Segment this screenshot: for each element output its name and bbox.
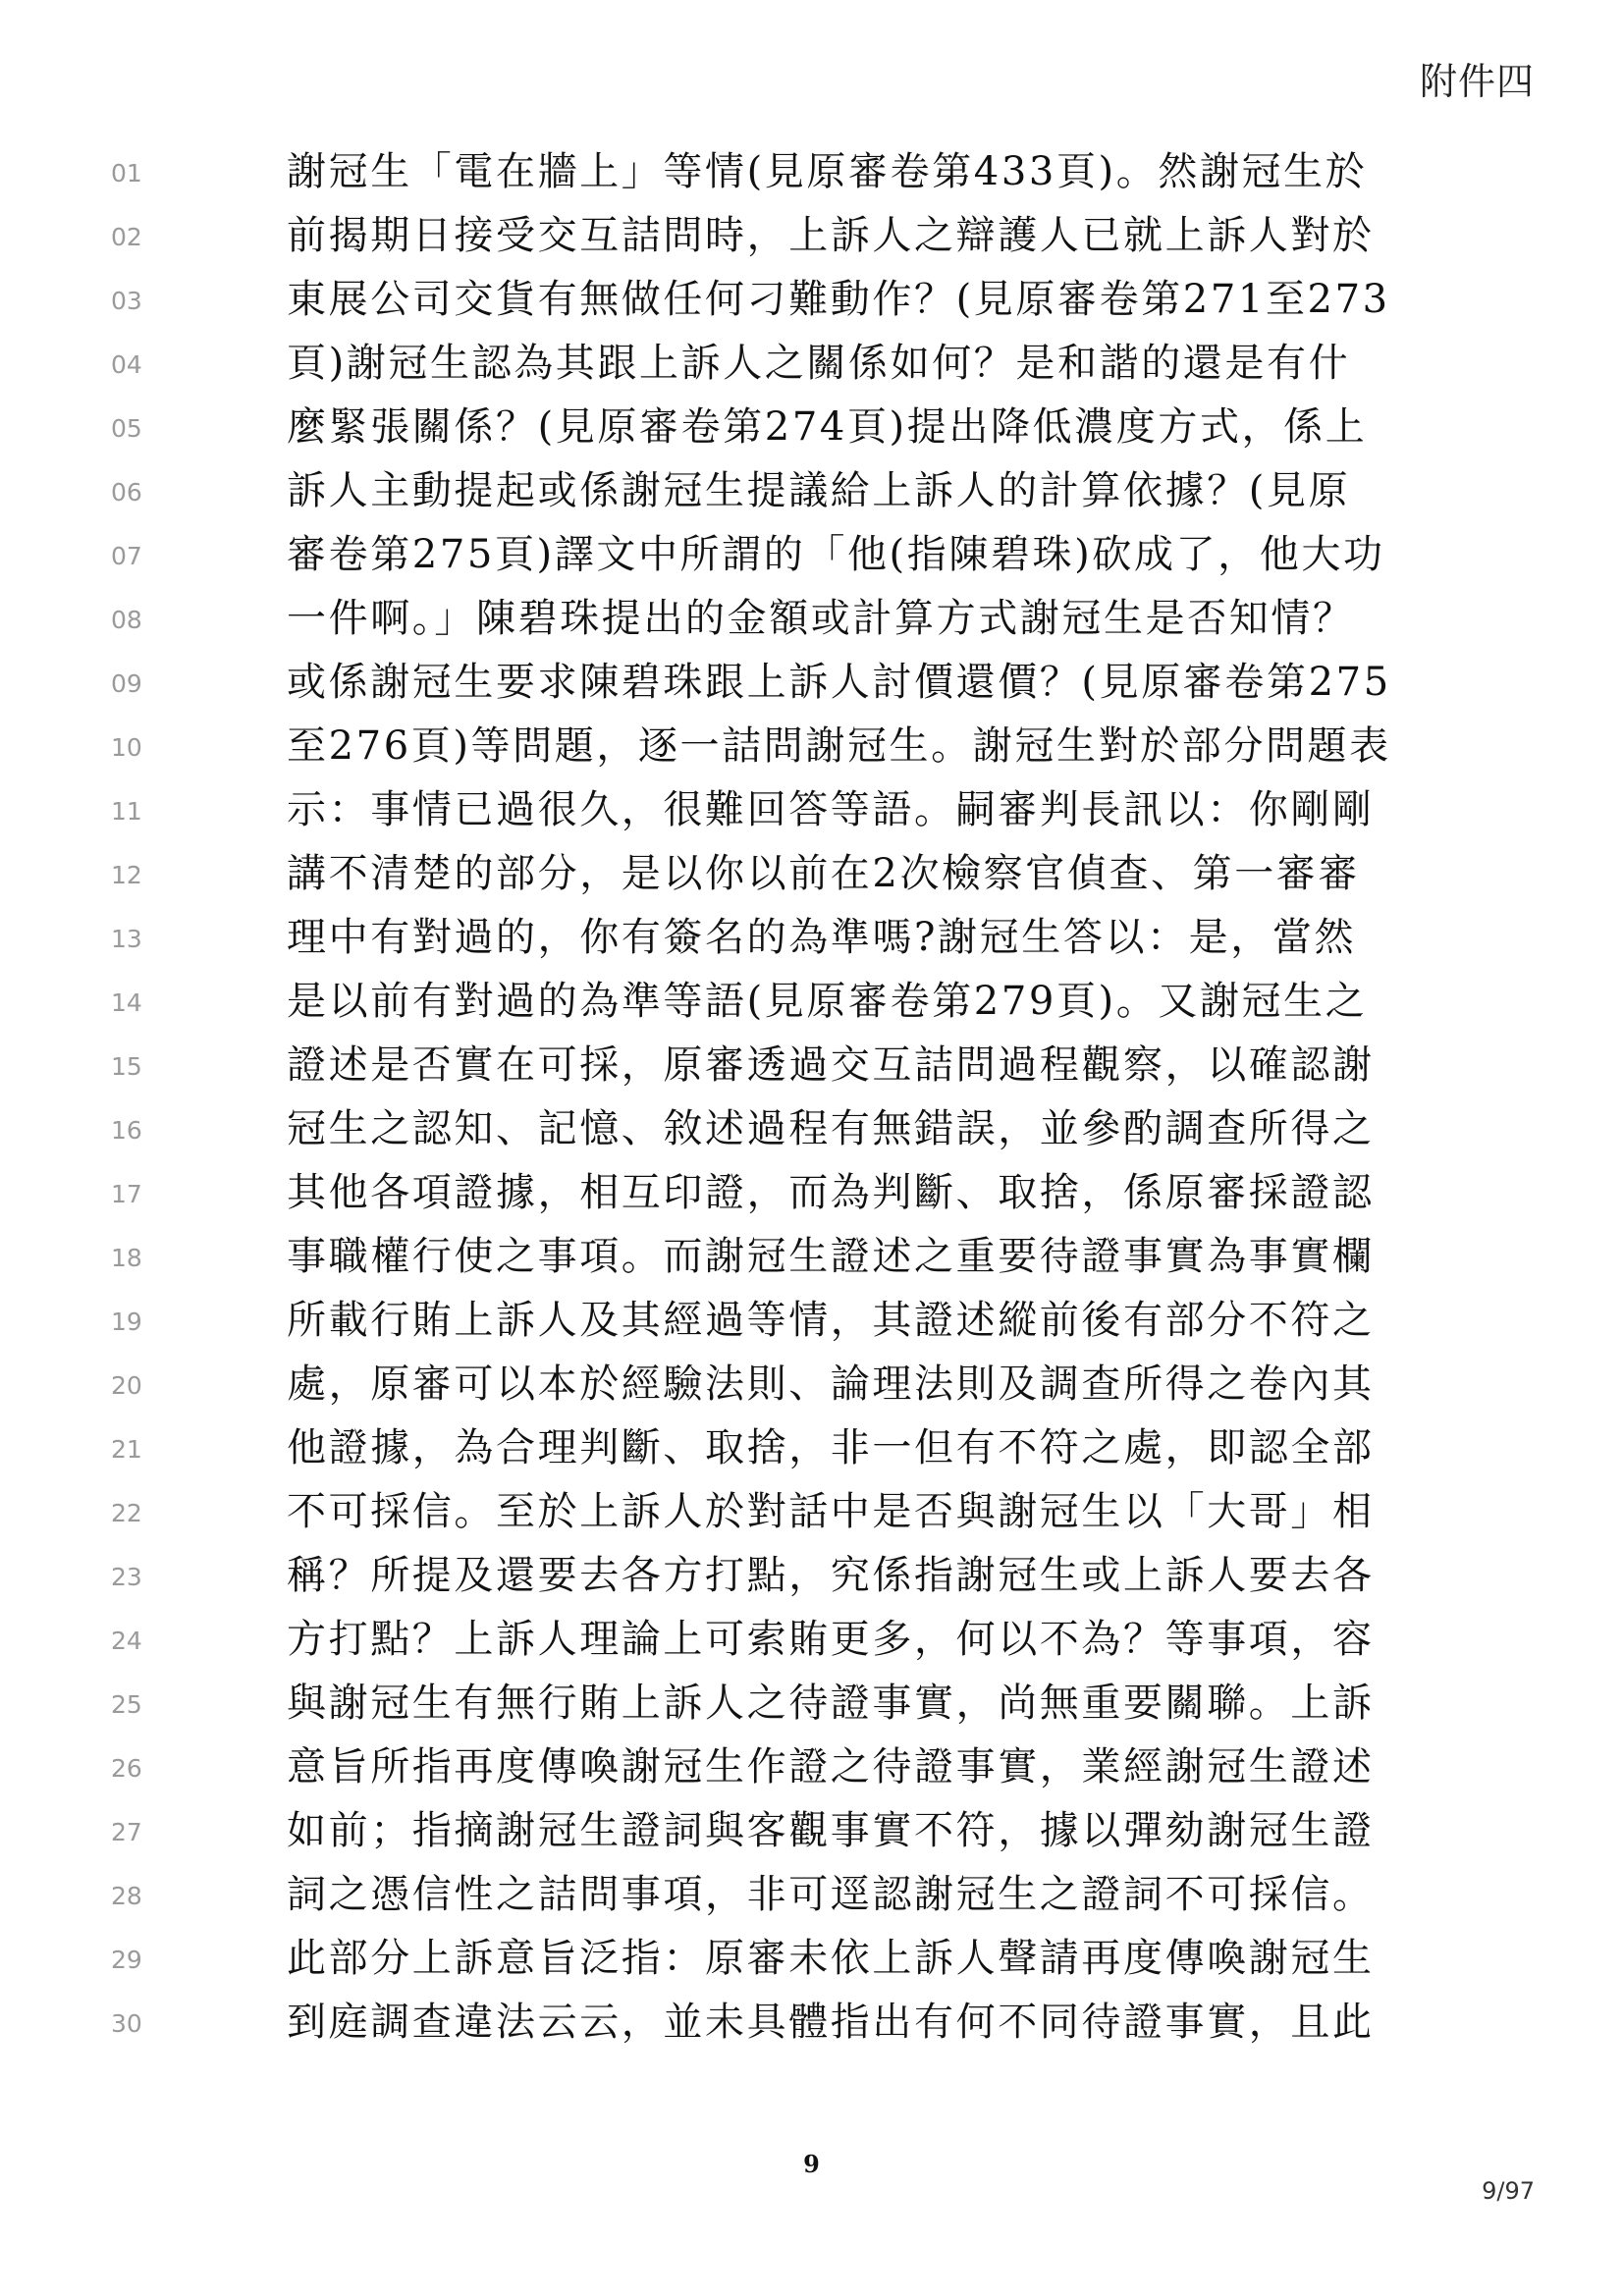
document-line	[0, 1035, 1623, 1098]
document-line	[0, 1162, 1623, 1226]
document-line	[0, 1928, 1623, 1992]
document-line	[0, 1290, 1623, 1354]
line-text: 至276頁)等問題，逐一詰問謝冠生。謝冠生對於部分問題表	[287, 723, 1391, 769]
document-line	[0, 588, 1623, 652]
document-line	[0, 716, 1623, 779]
line-number: 13	[111, 925, 142, 953]
line-text: 示：事情已過很久，很難回答等語。嗣審判長訊以：你剛剛	[287, 787, 1375, 832]
line-number: 10	[111, 733, 142, 762]
line-number: 21	[111, 1435, 142, 1464]
document-line	[0, 524, 1623, 588]
line-text: 頁)謝冠生認為其跟上訴人之關係如何？是和諧的還是有什	[287, 341, 1351, 386]
line-text: 稱？所提及還要去各方打點，究係指謝冠生或上訴人要去各	[287, 1553, 1375, 1598]
document-line	[0, 1609, 1623, 1673]
line-text: 事職權行使之事項。而謝冠生證述之重要待證事實為事實欄	[287, 1234, 1375, 1279]
document-line	[0, 1736, 1623, 1800]
line-number: 29	[111, 1946, 142, 1974]
line-number: 02	[111, 223, 142, 251]
line-text: 審卷第275頁)譯文中所謂的「他(指陳碧珠)砍成了，他大功	[287, 532, 1385, 577]
document-line	[0, 1800, 1623, 1864]
document-line	[0, 1864, 1623, 1928]
line-text: 證述是否實在可採，原審透過交互詰問過程觀察，以確認謝	[287, 1042, 1375, 1088]
line-number: 05	[111, 414, 142, 443]
line-text: 麼緊張關係？(見原審卷第274頁)提出降低濃度方式，係上	[287, 404, 1368, 450]
line-number: 18	[111, 1244, 142, 1272]
line-number: 08	[111, 606, 142, 634]
page-number: 9	[803, 2150, 820, 2178]
line-text: 冠生之認知、記憶、敘述過程有無錯誤，並參酌調查所得之	[287, 1106, 1375, 1151]
page-of-total: 9/97	[1482, 2177, 1535, 2205]
line-text: 其他各項證據，相互印證，而為判斷、取捨，係原審採證認	[287, 1170, 1375, 1215]
line-number: 22	[111, 1499, 142, 1527]
line-text: 訴人主動提起或係謝冠生提議給上訴人的計算依據？(見原	[287, 468, 1351, 513]
line-number: 28	[111, 1882, 142, 1910]
line-text: 詞之憑信性之詰問事項，非可逕認謝冠生之證詞不可採信。	[287, 1872, 1375, 1917]
line-number: 11	[111, 797, 142, 826]
line-number: 25	[111, 1690, 142, 1719]
document-line	[0, 1417, 1623, 1481]
line-text: 如前；指摘謝冠生證詞與客觀事實不符，據以彈劾謝冠生證	[287, 1808, 1375, 1853]
line-text: 此部分上訴意旨泛指：原審未依上訴人聲請再度傳喚謝冠生	[287, 1936, 1375, 1981]
document-line	[0, 1226, 1623, 1290]
line-text: 東展公司交貨有無做任何刁難動作？(見原審卷第271至273	[287, 277, 1390, 322]
line-text: 處，原審可以本於經驗法則、論理法則及調查所得之卷內其	[287, 1362, 1375, 1407]
document-line	[0, 907, 1623, 971]
document-line	[0, 460, 1623, 524]
line-number: 30	[111, 2009, 142, 2038]
line-text: 講不清楚的部分，是以你以前在2次檢察官偵查、第一審審	[287, 851, 1361, 896]
line-text: 謝冠生「電在牆上」等情(見原審卷第433頁)。然謝冠生於	[287, 149, 1368, 194]
line-number: 09	[111, 669, 142, 698]
document-line	[0, 1481, 1623, 1545]
document-line	[0, 141, 1623, 205]
line-text: 前揭期日接受交互詰問時，上訴人之辯護人已就上訴人對於	[287, 213, 1375, 258]
line-number: 03	[111, 287, 142, 315]
line-number: 23	[111, 1563, 142, 1591]
document-line	[0, 333, 1623, 397]
line-number: 15	[111, 1052, 142, 1081]
document-line	[0, 269, 1623, 333]
line-number: 06	[111, 478, 142, 507]
document-line	[0, 971, 1623, 1035]
line-text: 一件啊。」陳碧珠提出的金額或計算方式謝冠生是否知情？	[287, 596, 1355, 641]
line-text: 是以前有對過的為準等語(見原審卷第279頁)。又謝冠生之	[287, 979, 1368, 1024]
line-number: 27	[111, 1818, 142, 1846]
document-line	[0, 843, 1623, 907]
line-text: 方打點？上訴人理論上可索賄更多，何以不為？等事項，容	[287, 1617, 1375, 1662]
document-line	[0, 1545, 1623, 1609]
document-line	[0, 1098, 1623, 1162]
line-text: 不可採信。至於上訴人於對話中是否與謝冠生以「大哥」相	[287, 1489, 1375, 1534]
line-number: 01	[111, 159, 142, 187]
line-number: 26	[111, 1754, 142, 1783]
document-line	[0, 779, 1623, 843]
line-number: 16	[111, 1116, 142, 1145]
document-body	[0, 141, 1623, 2056]
line-text: 與謝冠生有無行賄上訴人之待證事實，尚無重要關聯。上訴	[287, 1681, 1375, 1726]
document-line	[0, 1354, 1623, 1417]
line-text: 他證據，為合理判斷、取捨，非一但有不符之處，即認全部	[287, 1425, 1375, 1470]
line-text: 所載行賄上訴人及其經過等情，其證述縱前後有部分不符之	[287, 1298, 1375, 1343]
document-line	[0, 1992, 1623, 2056]
document-line	[0, 397, 1623, 460]
line-number: 24	[111, 1627, 142, 1655]
line-number: 04	[111, 350, 142, 379]
line-number: 19	[111, 1308, 142, 1336]
line-number: 14	[111, 988, 142, 1017]
line-number: 12	[111, 861, 142, 889]
line-text: 理中有對過的，你有簽名的為準嗎?謝冠生答以：是，當然	[287, 915, 1357, 960]
line-number: 20	[111, 1371, 142, 1400]
line-number: 17	[111, 1180, 142, 1208]
line-text: 或係謝冠生要求陳碧珠跟上訴人討價還價？(見原審卷第275	[287, 660, 1391, 705]
line-text: 意旨所指再度傳喚謝冠生作證之待證事實，業經謝冠生證述	[287, 1744, 1375, 1789]
line-text: 到庭調查違法云云，並未具體指出有何不同待證事實，且此	[287, 2000, 1375, 2045]
line-number: 07	[111, 542, 142, 570]
document-line	[0, 205, 1623, 269]
document-line	[0, 1673, 1623, 1736]
attachment-label: 附件四	[1419, 60, 1535, 103]
document-line	[0, 652, 1623, 716]
